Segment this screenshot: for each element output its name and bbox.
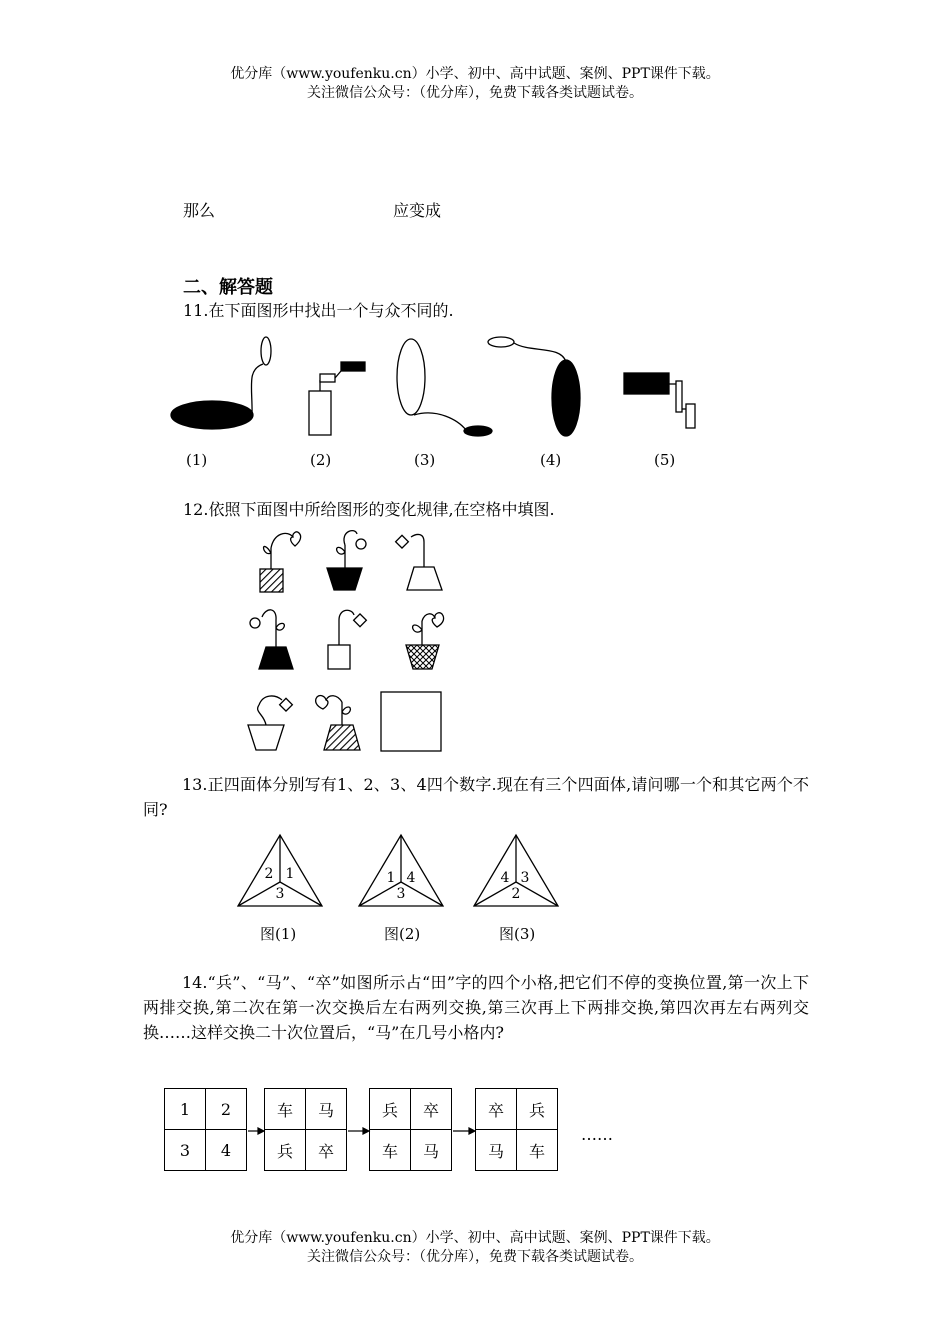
grid-cell: 车 [370,1130,411,1171]
q11-label-1: (1) [186,451,208,469]
footer-line-2: 关注微信公众号：（优分库），免费下载各类试题试卷。 [307,1249,643,1265]
footer-line-1: 优分库（www.youfenku.cn）小学、初中、高中试题、案例、PPT课件下载。 [230,1230,720,1246]
grid-cell: 卒 [411,1089,452,1130]
q11-label-4: (4) [540,451,562,469]
grid-cell: 车 [265,1089,306,1130]
grid-cell: 马 [411,1130,452,1171]
q13-text: 13.正四面体分别写有1、2、3、4四个数字.现在有三个四面体,请问哪一个和其它两个不同? [143,775,809,819]
grid-cell: 兵 [265,1130,306,1171]
grid-cell: 卒 [306,1130,347,1171]
q13-caption-1: 图(1) [260,925,297,943]
grid-cell: 兵 [517,1089,558,1130]
grid-cell: 2 [206,1089,247,1130]
q12-text: 12.依照下面图中所给图形的变化规律,在空格中填图. [183,500,555,519]
grid-cell: 车 [517,1130,558,1171]
grid-cell: 马 [306,1089,347,1130]
grid-cell: 4 [206,1130,247,1171]
q14-ellipsis: …… [581,1125,613,1144]
grid-cell: 3 [165,1130,206,1171]
q11-label-2: (2) [310,451,332,469]
q13-fig2-left: 1 [386,870,396,886]
q13-fig3-left: 4 [500,870,510,886]
grid-cell: 1 [165,1089,206,1130]
header-line-1: 优分库（www.youfenku.cn）小学、初中、高中试题、案例、PPT课件下载。 [230,66,720,82]
q13-fig2-right: 4 [406,870,416,886]
q13-fig1-right: 1 [285,866,295,882]
grid-cell: 兵 [370,1089,411,1130]
q13-caption-2: 图(2) [384,925,421,943]
q11-text: 11.在下面图形中找出一个与众不同的. [183,301,454,320]
header-line-2: 关注微信公众号：（优分库），免费下载各类试题试卷。 [307,85,643,101]
q14-text: 14.“兵”、“马”、“卒”如图所示占“田”字的四个小格,把它们不停的变换位置,第一次上下两排交换,第二次在第一次交换后左右两列交换,第三次再上下两排交换,第四次再左右两列交换……这样交换二十次位置后，“马”在几号小格内? [143,973,809,1042]
q10-text-part2: 应变成 [393,201,442,220]
q13-fig3-bottom: 2 [511,886,521,902]
q13-fig1-bottom: 3 [275,886,285,902]
grid-cell: 马 [476,1130,517,1171]
grid-cell: 卒 [476,1089,517,1130]
q13-fig1-left: 2 [264,866,274,882]
q13-fig2-bottom: 3 [396,886,406,902]
q13-fig3-right: 3 [520,870,530,886]
q11-label-5: (5) [654,451,676,469]
q10-text-part1: 那么 [183,201,216,220]
section-title: 二、解答题 [183,277,273,298]
q11-label-3: (3) [414,451,436,469]
q13-caption-3: 图(3) [499,925,536,943]
